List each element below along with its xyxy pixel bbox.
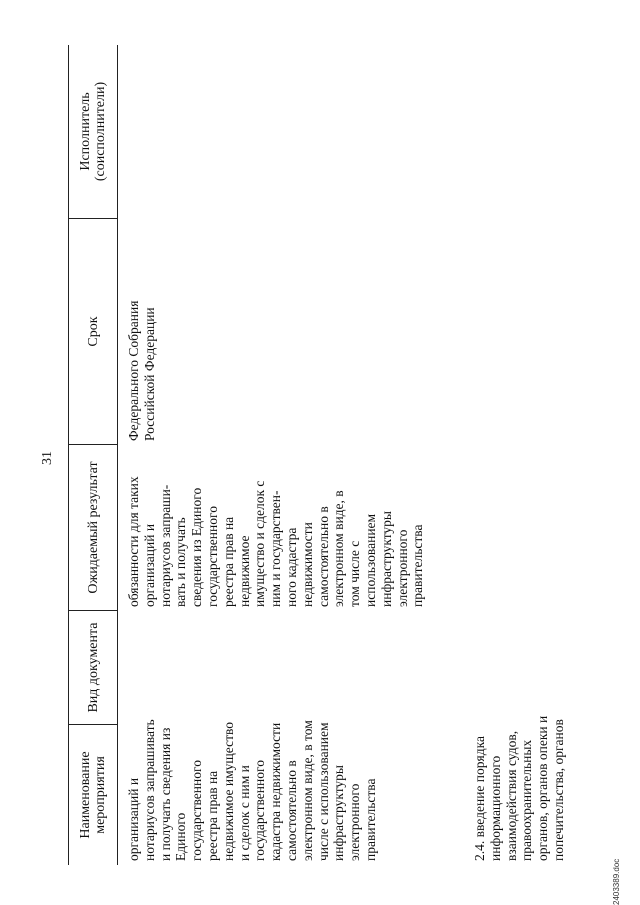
header-executor: Исполнитель (соисполнители) xyxy=(69,45,117,219)
header-deadline: Срок xyxy=(69,219,117,445)
row2-name: 2.4. введение порядка информационного взаимодействия судов, правоохранительных органов, органов опеки и попечительства, органов xyxy=(472,715,566,861)
header-doc-type: Вид документа xyxy=(69,611,117,725)
table-header xyxy=(68,45,118,865)
header-result: Ожидаемый результат xyxy=(69,445,117,611)
footer-file-code: 2403389.doc xyxy=(612,858,621,905)
row1-name: организаций и нотариусов запрашивать и получать сведения из Единого государственного реестра прав на недвижимое имущество и сделок с ним и государственного кадастра недвижимости самостоятельно в электронном виде, в том числе с использованием инфраструктуры электронного правительства xyxy=(126,719,378,861)
measures-table xyxy=(68,5,628,865)
page-number: 31 xyxy=(40,451,55,465)
row1-result: обязанности для таких организаций и нотариусов запраши- вать и получать сведения из Единого государственного реестра прав на недвижимое имущество и сделок с ним и государствен- ного кадастра недвижимости самостоятельно в электронном виде, в том числе с использованием инфраструктуры электронного правительства xyxy=(126,476,426,607)
row1-deadline: Федерального Собрания Российской Федерации xyxy=(126,300,157,441)
header-name: Наименование мероприятия xyxy=(78,751,108,839)
